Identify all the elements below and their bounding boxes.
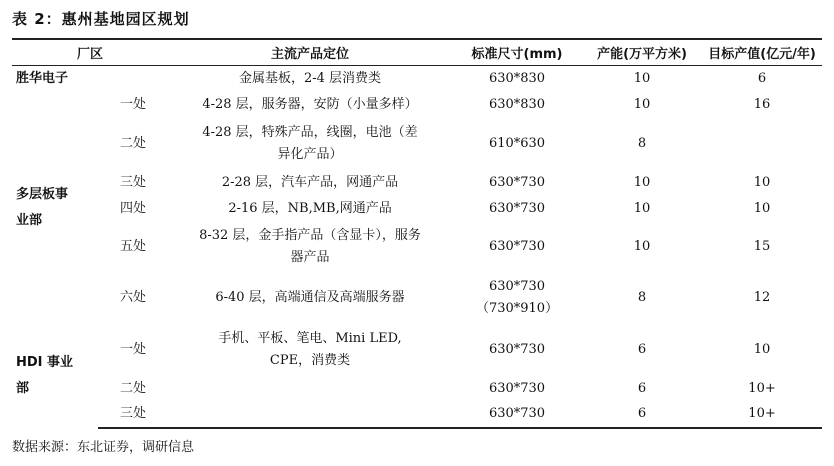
capacity-cell: 10 [633, 238, 651, 254]
header-capacity: 产能(万平方米) [582, 39, 702, 65]
product-line: 4-28 层，特殊产品，线圈，电池（差 [202, 124, 418, 140]
capacity-cell: 10 [633, 174, 651, 190]
target-cell: 6 [757, 70, 767, 86]
product-cell [168, 92, 452, 118]
group-multilayer [12, 92, 98, 324]
capacity-cell: 6 [582, 402, 702, 428]
product-cell [168, 222, 452, 272]
product-line: 8-32 层，金手指产品（含显卡），服务 [199, 227, 421, 243]
capacity-cell: 6 [637, 341, 647, 357]
capacity-cell: 8 [637, 135, 647, 151]
group-hdi-line: HDI 事业 [16, 354, 74, 370]
size-line: 630*730 [488, 200, 546, 216]
group-hdi-line: 部 [16, 380, 30, 396]
product-cell [168, 118, 452, 170]
product-cell [168, 324, 452, 376]
sub-cell: 六处 [120, 289, 147, 305]
sub-cell: 一处 [120, 96, 147, 112]
size-cell [452, 65, 582, 92]
capacity-cell: 10 [633, 70, 651, 86]
product-cell [168, 65, 452, 92]
table-row [12, 402, 822, 428]
table-row [12, 324, 822, 376]
size-cell [452, 376, 582, 402]
group-shenghua: 胜华电子 [16, 70, 69, 86]
size-line: 610*630 [488, 135, 546, 151]
table-row [12, 65, 822, 92]
target-cell [702, 118, 822, 170]
sub-cell: 二处 [120, 380, 147, 396]
size-line: 630*830 [488, 70, 546, 86]
group-multilayer-line: 业部 [16, 212, 43, 228]
target-cell: 15 [753, 238, 771, 254]
size-line: 630*730 [488, 341, 546, 357]
target-cell: 12 [753, 289, 771, 305]
capacity-cell: 10 [633, 96, 651, 112]
target-cell: 10 [753, 200, 771, 216]
target-cell: 10 [753, 174, 771, 190]
product-cell [168, 196, 452, 222]
size-cell [452, 92, 582, 118]
sub-cell: 三处 [120, 174, 147, 190]
table-row [12, 92, 822, 118]
group-hdi [12, 324, 98, 428]
product-cell [168, 272, 452, 324]
sub-cell: 一处 [120, 341, 147, 357]
table-row [12, 222, 822, 272]
table-title: 表 2：惠州基地园区规划 [12, 10, 190, 28]
size-cell [452, 170, 582, 196]
size-line: 630*730 [488, 380, 546, 396]
target-cell: 10+ [748, 380, 776, 396]
product-line: 手机、平板、笔电、Mini LED, [218, 330, 402, 346]
data-source-note: 数据来源：东北证券，调研信息 [12, 440, 195, 455]
size-line: （730*910） [475, 300, 559, 316]
size-line: 630*730 [488, 278, 546, 294]
size-line: 630*730 [488, 174, 546, 190]
target-cell: 10+ [702, 402, 822, 428]
table-row [12, 376, 822, 402]
sub-cell: 五处 [120, 238, 147, 254]
product-line: 器产品 [290, 249, 330, 265]
header-target: 目标产值(亿元/年) [702, 39, 822, 65]
target-cell: 16 [753, 96, 771, 112]
size-line: 630*730 [488, 406, 546, 421]
target-cell: 10 [753, 341, 771, 357]
capacity-cell: 8 [637, 289, 647, 305]
product-line: 金属基板，2-4 层消费类 [238, 70, 382, 86]
product-line: CPE，消费类 [269, 352, 351, 368]
sub-cell: 二处 [120, 135, 147, 151]
product-line: 2-28 层，汽车产品，网通产品 [221, 174, 399, 190]
size-line: 630*830 [488, 96, 546, 112]
header-products: 主流产品定位 [168, 39, 452, 65]
header-factory: 厂区 [12, 39, 168, 65]
product-line: 6-40 层，高端通信及高端服务器 [215, 289, 405, 305]
sub-cell: 三处 [98, 402, 168, 428]
product-line: 4-28 层，服务器，安防（小量多样） [202, 96, 418, 112]
plan-table [12, 38, 822, 429]
table-row [12, 170, 822, 196]
size-cell [452, 222, 582, 272]
sub-cell [98, 65, 168, 92]
capacity-cell: 10 [633, 200, 651, 216]
product-cell [168, 402, 452, 428]
size-cell [452, 402, 582, 428]
capacity-cell: 6 [637, 380, 647, 396]
size-cell [452, 272, 582, 324]
group-multilayer-line: 多层板事 [16, 186, 69, 202]
product-cell [168, 376, 452, 402]
product-line: 异化产品） [277, 146, 343, 162]
table-row [12, 196, 822, 222]
table-row [12, 272, 822, 324]
size-cell [452, 196, 582, 222]
product-line: 2-16 层，NB,MB,网通产品 [228, 200, 392, 216]
size-cell [452, 118, 582, 170]
table-row [12, 118, 822, 170]
header-row [12, 39, 822, 65]
product-cell [168, 170, 452, 196]
size-line: 630*730 [488, 238, 546, 254]
header-size: 标准尺寸(mm) [452, 39, 582, 65]
sub-cell: 四处 [120, 200, 147, 216]
size-cell [452, 324, 582, 376]
